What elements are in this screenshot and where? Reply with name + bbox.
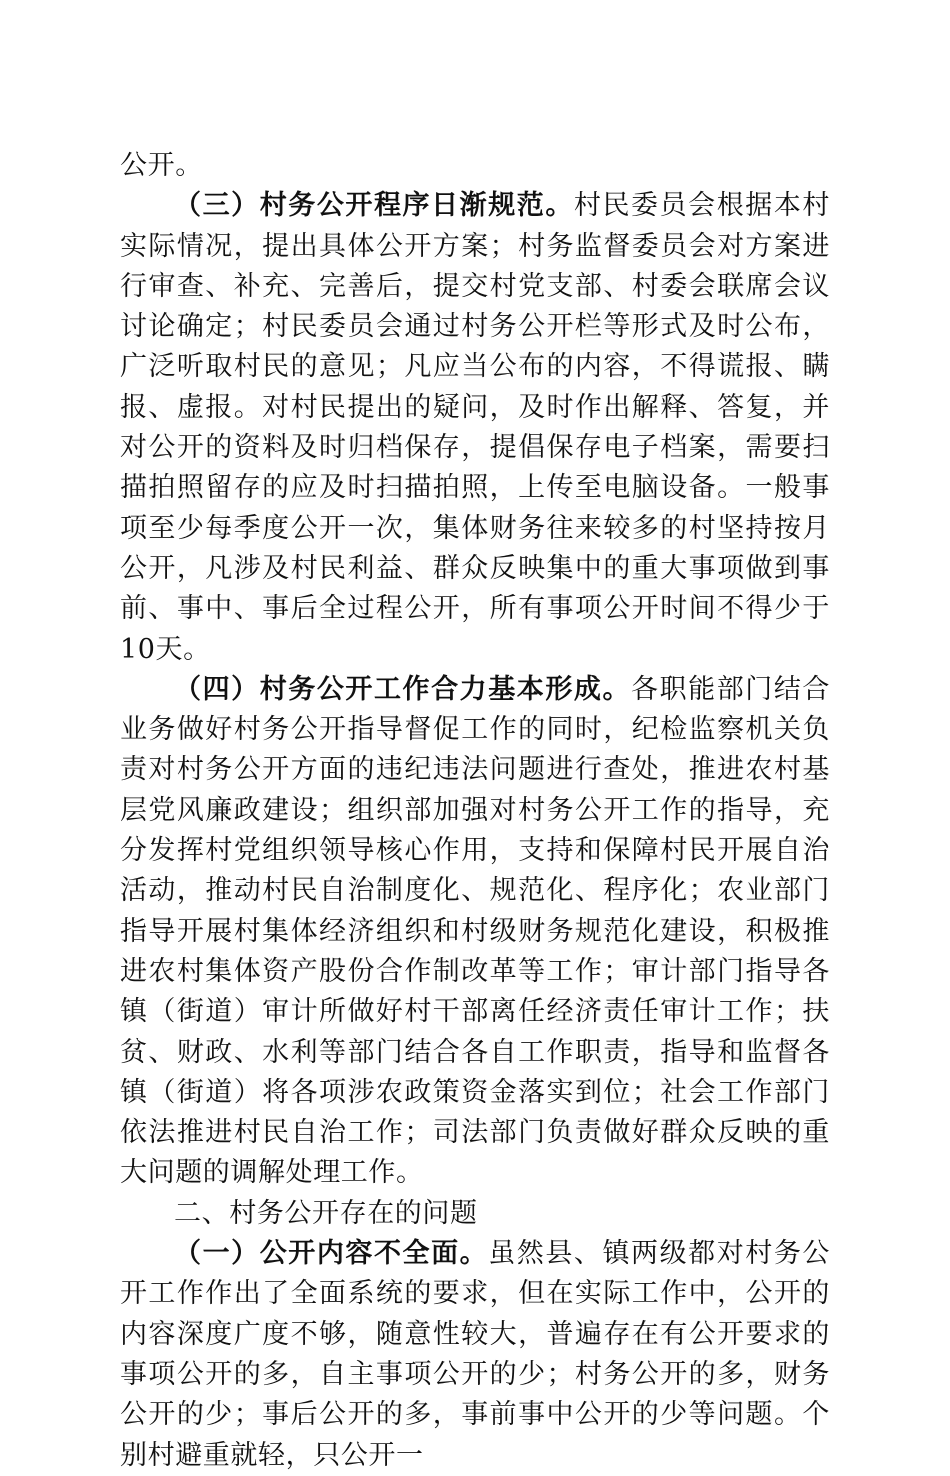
paragraph-content-incomplete xyxy=(120,1234,830,1476)
paragraph-lead: （三）村务公开程序日渐规范。 xyxy=(174,190,574,222)
document-body xyxy=(120,146,830,1476)
paragraph-lead: （四）村务公开工作合力基本形成。 xyxy=(174,673,632,705)
paragraph-text: 公开。 xyxy=(120,150,203,181)
paragraph-text: 村民委员会根据本村实际情况，提出具体公开方案；村务监督委员会对方案进行审查、补充、完善后，提交村党支部、村委会联席会议讨论确定；村民委员会通过村务公开栏等形式及时公布，广泛听取村民的意见；凡应当公布的内容，不得谎报、瞒报、虚报。对村民提出的疑问，及时作出解释、答复，并对公开的资料及时归档保存，提倡保存电子档案，需要扫描拍照留存的应及时扫描拍照，上传至电脑设备。一般事项至少每季度公开一次，集体财务往来较多的村坚持按月公开，凡涉及村民利益、群众反映集中的重大事项做到事前、事中、事后全过程公开，所有事项公开时间不得少于10天。 xyxy=(120,190,830,665)
paragraph-text: 各职能部门结合业务做好村务公开指导督促工作的同时，纪检监察机关负责对村务公开方面的违纪违法问题进行查处，推进农村基层党风廉政建设；组织部加强对村务公开工作的指导，充分发挥村党组织领导核心作用，支持和保障村民开展自治活动，推动村民自治制度化、规范化、程序化；农业部门指导开展村集体经济组织和村级财务规范化建设，积极推进农村集体资产股份合作制改革等工作；审计部门指导各镇（街道）审计所做好村干部离任经济责任审计工作；扶贫、财政、水利等部门结合各自工作职责，指导和监督各镇（街道）将各项涉农政策资金落实到位；社会工作部门依法推进村民自治工作；司法部门负责做好群众反映的重大问题的调解处理工作。 xyxy=(120,673,830,1189)
paragraph-continuation xyxy=(120,146,830,186)
paragraph-joint-effort xyxy=(120,670,830,1194)
paragraph-lead: （一）公开内容不全面。 xyxy=(174,1238,489,1270)
paragraph-procedure xyxy=(120,186,830,670)
section-heading: 二、村务公开存在的问题 xyxy=(174,1197,478,1229)
paragraph-text: 虽然县、镇两级都对村务公开工作作出了全面系统的要求，但在实际工作中，公开的内容深度广度不够，随意性较大，普遍存在有公开要求的事项公开的多，自主事项公开的少；村务公开的多，财务公开的少；事后公开的多，事前事中公开的少等问题。个别村避重就轻，只公开一 xyxy=(120,1238,830,1471)
